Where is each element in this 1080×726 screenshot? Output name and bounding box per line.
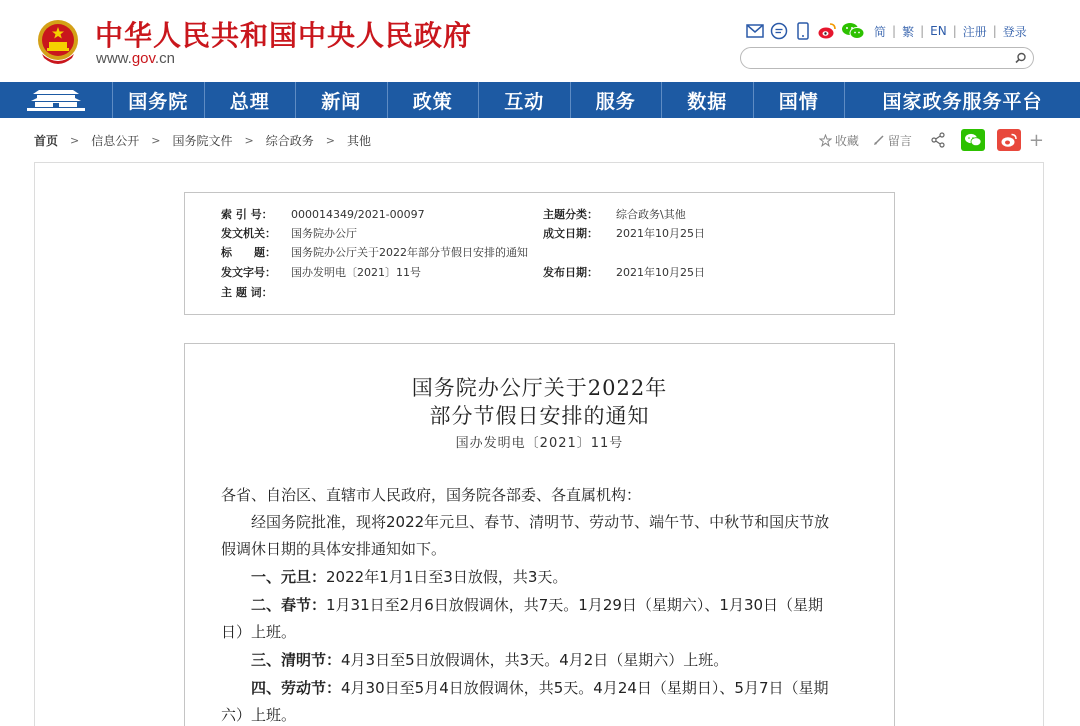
document-title-line2: 部分节假日安排的通知 bbox=[429, 404, 650, 428]
national-emblem-icon[interactable] bbox=[36, 18, 80, 66]
breadcrumb-state-council-docs[interactable]: 国务院文件 bbox=[172, 133, 233, 148]
meta-index-label: 索 引 号： bbox=[221, 208, 273, 221]
mail-icon[interactable] bbox=[744, 20, 766, 42]
mobile-phone-icon[interactable] bbox=[792, 20, 814, 42]
meta-publish-date-value: 2021年10月25日 bbox=[616, 266, 705, 279]
document-meta-box bbox=[184, 192, 895, 315]
document-salutation: 各省、自治区、直辖市人民政府，国务院各部委、各直属机构： bbox=[221, 486, 642, 504]
holiday-item-text: 4月30日至5月4日放假调休，共5天。4月24日（星期日）、5月7日（星期 bbox=[341, 679, 829, 697]
nav-item-national-info[interactable]: 国情 bbox=[754, 82, 846, 118]
separator: | bbox=[952, 24, 957, 38]
meta-issuer-value: 国务院办公厅 bbox=[291, 227, 357, 240]
meta-publish-date-label: 发布日期： bbox=[543, 266, 598, 279]
holiday-item-text: 1月31日至2月6日放假调休，共7天。1月29日（星期六）、1月30日（星期 bbox=[326, 596, 824, 614]
meta-publish-date bbox=[543, 265, 705, 281]
share-icon[interactable] bbox=[930, 132, 949, 148]
holiday-item-text: 4月3日至5日放假调休，共3天。4月2日（星期六）上班。 bbox=[341, 651, 729, 669]
nav-item-news[interactable]: 新闻 bbox=[296, 82, 388, 118]
meta-title-value: 国务院办公厅关于2022年部分节假日安排的通知 bbox=[291, 246, 528, 259]
chevron-right-icon: > bbox=[151, 133, 161, 147]
nav-item-interaction[interactable]: 互动 bbox=[479, 82, 571, 118]
holiday-item-head: 一、元旦： bbox=[251, 568, 327, 586]
nav-item-services[interactable]: 服务 bbox=[571, 82, 663, 118]
meta-title-label: 标 题： bbox=[221, 246, 276, 259]
holiday-item-labor-day-cont: 六）上班。 bbox=[221, 706, 297, 724]
separator: | bbox=[920, 24, 925, 38]
chevron-right-icon: > bbox=[70, 133, 80, 147]
meta-doc-number-value: 国办发明电〔2021〕11号 bbox=[291, 266, 421, 279]
chevron-right-icon: > bbox=[244, 133, 254, 147]
more-share-icon[interactable]: + bbox=[1028, 129, 1044, 151]
holiday-item-qingming bbox=[221, 647, 861, 674]
weibo-icon[interactable] bbox=[816, 20, 838, 42]
star-icon bbox=[819, 134, 832, 147]
login-link[interactable]: 登录 bbox=[1002, 24, 1027, 39]
meta-keywords bbox=[221, 285, 291, 301]
breadcrumb-other[interactable]: 其他 bbox=[346, 133, 371, 148]
document-intro-line1: 经国务院批准，现将2022年元旦、春节、清明节、劳动节、端午节、中秋节和国庆节放 bbox=[251, 513, 830, 531]
share-toolbar bbox=[805, 128, 1044, 152]
breadcrumb-home[interactable]: 首页 bbox=[34, 133, 59, 148]
main-nav bbox=[0, 82, 1080, 118]
meta-issuer-label: 发文机关： bbox=[221, 227, 276, 240]
site-url bbox=[96, 50, 175, 67]
site-url-suffix: .cn bbox=[154, 50, 175, 67]
wechat-icon[interactable] bbox=[840, 20, 866, 42]
breadcrumb-info-disclosure[interactable]: 信息公开 bbox=[91, 133, 140, 148]
chat-bubble-icon[interactable] bbox=[768, 20, 790, 42]
comment-button[interactable] bbox=[873, 132, 912, 149]
search-input[interactable] bbox=[751, 49, 1011, 69]
breadcrumb bbox=[34, 130, 371, 150]
nav-item-policies[interactable]: 政策 bbox=[388, 82, 480, 118]
nav-item-premier[interactable]: 总理 bbox=[205, 82, 297, 118]
chevron-right-icon: > bbox=[325, 133, 335, 147]
meta-index bbox=[221, 207, 425, 223]
meta-written-date-label: 成文日期： bbox=[543, 227, 598, 240]
holiday-item-head: 三、清明节： bbox=[251, 651, 342, 669]
site-url-prefix: www. bbox=[96, 50, 132, 67]
separator: | bbox=[992, 24, 997, 38]
lang-simplified-link[interactable]: 简 bbox=[874, 24, 887, 39]
tiananmen-logo-icon[interactable] bbox=[0, 82, 113, 118]
lang-english-link[interactable]: EN bbox=[930, 24, 947, 38]
nav-item-state-council[interactable]: 国务院 bbox=[113, 82, 205, 118]
document-body bbox=[184, 343, 895, 726]
holiday-item-text: 2022年1月1日至3日放假，共3天。 bbox=[326, 568, 568, 586]
pencil-icon bbox=[873, 134, 885, 146]
meta-topic-value: 综合政务\其他 bbox=[616, 208, 686, 221]
lang-traditional-link[interactable]: 繁 bbox=[902, 24, 915, 39]
document-code: 国办发明电〔2021〕11号 bbox=[455, 436, 624, 451]
separator: | bbox=[892, 24, 897, 38]
meta-written-date bbox=[543, 226, 705, 242]
site-title[interactable]: 中华人民共和国中央人民政府 bbox=[95, 19, 473, 52]
meta-doc-number bbox=[221, 265, 421, 281]
breadcrumb-general-affairs[interactable]: 综合政务 bbox=[265, 133, 314, 148]
header-toolbar bbox=[744, 20, 1027, 42]
share-weibo-icon[interactable] bbox=[997, 129, 1021, 151]
meta-doc-number-label: 发文字号： bbox=[221, 266, 276, 279]
meta-index-value: 000014349/2021-00097 bbox=[291, 208, 425, 221]
meta-keywords-label: 主 题 词： bbox=[221, 286, 273, 299]
favorite-button[interactable] bbox=[819, 132, 859, 149]
holiday-item-spring-festival bbox=[221, 592, 861, 619]
register-link[interactable]: 注册 bbox=[962, 24, 987, 39]
meta-issuer bbox=[221, 226, 357, 242]
search-box bbox=[740, 47, 1034, 69]
meta-topic bbox=[543, 207, 686, 223]
share-wechat-icon[interactable] bbox=[961, 129, 985, 151]
language-links bbox=[874, 23, 1027, 40]
nav-item-gov-service-platform[interactable]: 国家政务服务平台 bbox=[882, 90, 1043, 113]
search-icon[interactable] bbox=[1013, 50, 1029, 66]
holiday-item-new-year bbox=[221, 564, 861, 591]
site-header bbox=[0, 0, 1080, 82]
meta-title bbox=[221, 245, 528, 261]
site-url-domain: gov bbox=[131, 50, 155, 67]
holiday-item-head: 二、春节： bbox=[251, 596, 327, 614]
meta-written-date-value: 2021年10月25日 bbox=[616, 227, 705, 240]
holiday-item-labor-day bbox=[221, 675, 861, 702]
comment-label: 留言 bbox=[887, 133, 912, 148]
document-intro-line2: 假调休日期的具体安排通知如下。 bbox=[221, 540, 447, 558]
holiday-item-spring-festival-cont: 日）上班。 bbox=[221, 623, 297, 641]
meta-topic-label: 主题分类： bbox=[543, 208, 598, 221]
document-title-line1: 国务院办公厅关于2022年 bbox=[411, 376, 668, 400]
favorite-label: 收藏 bbox=[834, 133, 859, 148]
nav-item-data[interactable]: 数据 bbox=[662, 82, 754, 118]
holiday-item-head: 四、劳动节： bbox=[251, 679, 342, 697]
